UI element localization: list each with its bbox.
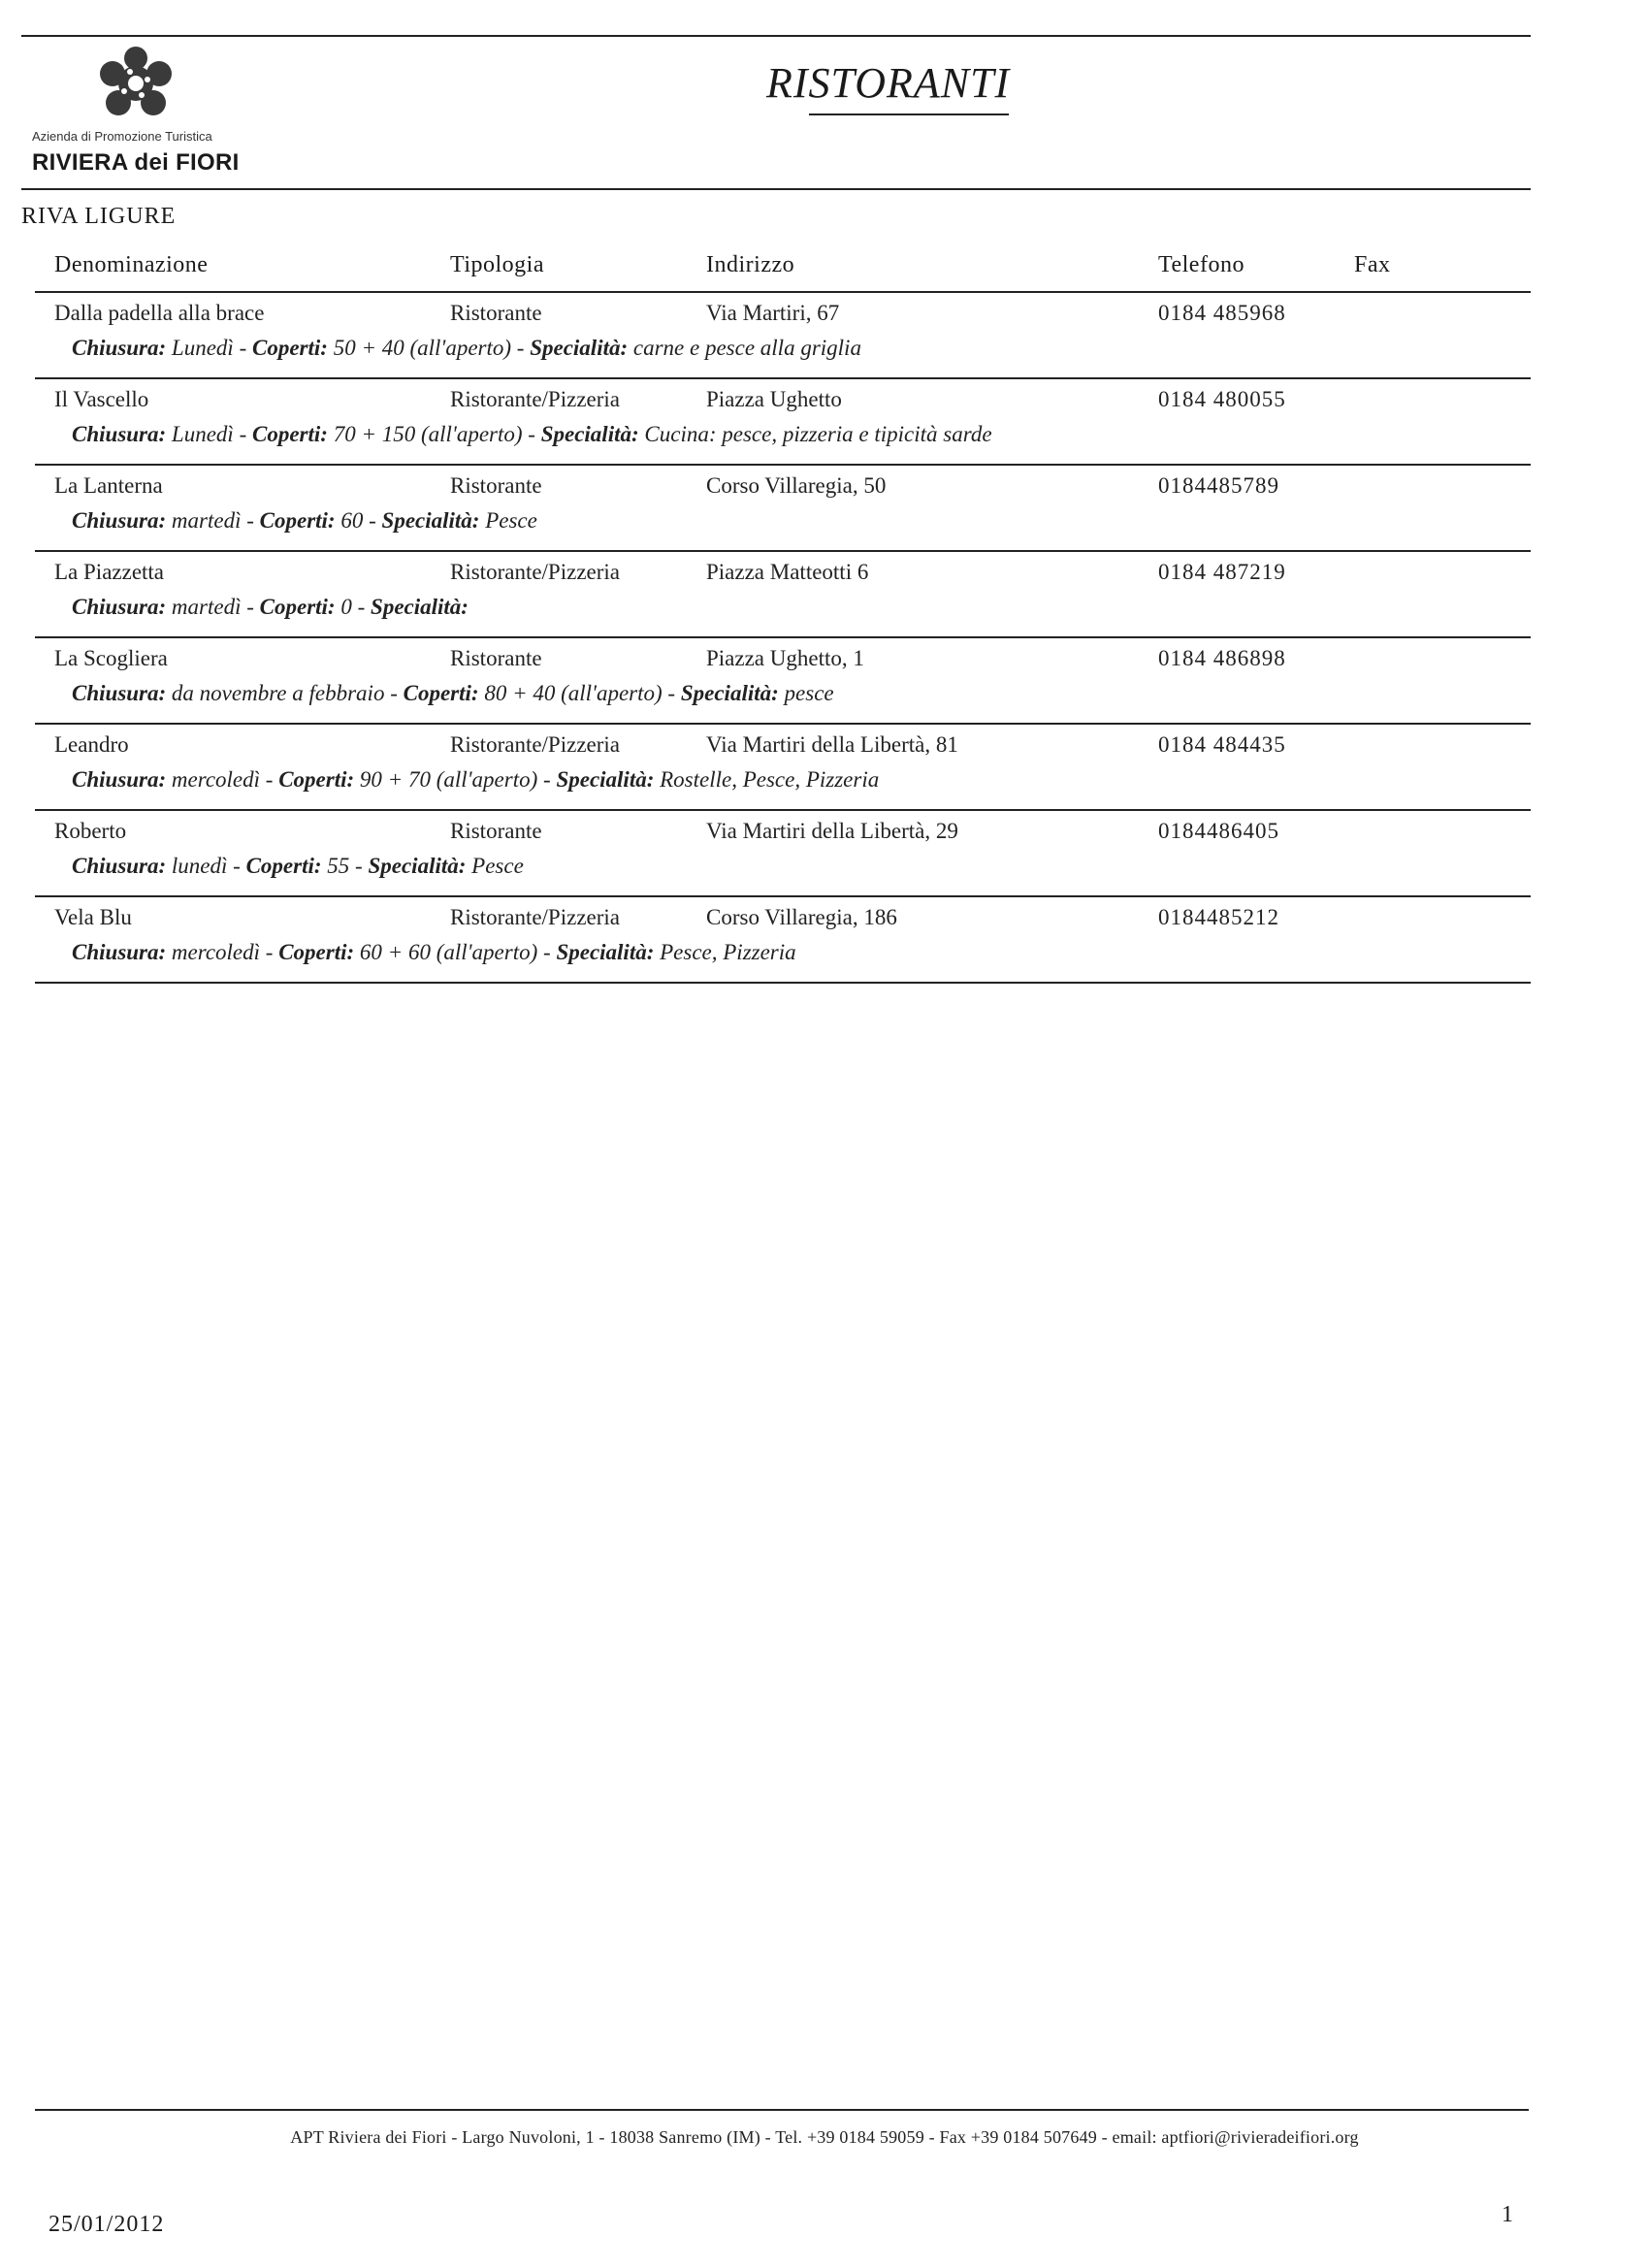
covers-value: 60 + 60 (all'aperto) (359, 940, 538, 964)
restaurant-phone: 0184 480055 (1158, 387, 1286, 411)
restaurant-address: Corso Villaregia, 50 (706, 473, 887, 498)
table-header (35, 250, 1531, 293)
restaurant-address: Piazza Ughetto, 1 (706, 646, 864, 670)
column-header-fax: Fax (1354, 252, 1391, 277)
org-subtitle: Azienda di Promozione Turistica (32, 129, 212, 144)
restaurant-name: La Scogliera (54, 646, 168, 670)
table-row (35, 379, 1531, 466)
specialty-label: Specialità: (556, 767, 655, 792)
restaurant-phone: 0184 486898 (1158, 646, 1286, 670)
closing-value: da novembre a febbraio (171, 681, 385, 705)
specialty-label: Specialità: (381, 508, 480, 533)
restaurant-details: Chiusura: lunedì - Coperti: 55 - Specialità: Pesce (72, 854, 524, 878)
restaurant-type: Ristorante (450, 473, 542, 498)
specialty-value: Pesce (471, 854, 524, 878)
closing-value: martedì (171, 595, 242, 619)
location-heading: RIVA LIGURE (21, 204, 177, 229)
covers-value: 50 + 40 (all'aperto) (333, 336, 512, 360)
table-row (35, 293, 1531, 379)
restaurant-phone: 0184 484435 (1158, 732, 1286, 757)
covers-label: Coperti: (278, 940, 355, 964)
restaurant-name: La Lanterna (54, 473, 163, 498)
restaurant-type: Ristorante/Pizzeria (450, 732, 620, 757)
covers-value: 60 (340, 508, 364, 533)
specialty-value: Cucina: pesce, pizzeria e tipicità sarde (644, 422, 992, 446)
table-row (35, 897, 1531, 984)
closing-value: martedì (171, 508, 242, 533)
restaurant-type: Ristorante (450, 819, 542, 843)
covers-label: Coperti: (259, 508, 336, 533)
restaurant-type: Ristorante/Pizzeria (450, 387, 620, 411)
restaurant-details: Chiusura: mercoledì - Coperti: 60 + 60 (all'aperto) - Specialità: Pesce, Pizzeria (72, 940, 796, 964)
closing-label: Chiusura: (72, 595, 167, 619)
closing-label: Chiusura: (72, 336, 167, 360)
closing-label: Chiusura: (72, 422, 167, 446)
specialty-value: Rostelle, Pesce, Pizzeria (660, 767, 880, 792)
column-header-address: Indirizzo (706, 252, 795, 277)
footer-rule (35, 2109, 1529, 2111)
restaurant-details: Chiusura: mercoledì - Coperti: 90 + 70 (all'aperto) - Specialità: Rostelle, Pesce, Pizzeria (72, 767, 880, 792)
restaurant-table (35, 250, 1531, 984)
closing-value: mercoledì (171, 767, 261, 792)
restaurant-address: Via Martiri, 67 (706, 301, 840, 325)
specialty-value: Pesce (485, 508, 537, 533)
covers-label: Coperti: (251, 422, 328, 446)
closing-label: Chiusura: (72, 854, 167, 878)
title-underline (809, 113, 1009, 115)
closing-label: Chiusura: (72, 681, 167, 705)
specialty-value: Pesce, Pizzeria (660, 940, 796, 964)
restaurant-address: Via Martiri della Libertà, 29 (706, 819, 958, 843)
restaurant-details: Chiusura: da novembre a febbraio - Coperti: 80 + 40 (all'aperto) - Specialità: pesce (72, 681, 834, 705)
restaurant-type: Ristorante (450, 301, 542, 325)
restaurant-address: Piazza Matteotti 6 (706, 560, 869, 584)
restaurant-name: La Piazzetta (54, 560, 165, 584)
closing-value: Lunedì (171, 336, 234, 360)
flower-logo-icon (97, 45, 175, 124)
specialty-label: Specialità: (371, 595, 469, 619)
footer-contact: APT Riviera dei Fiori - Largo Nuvoloni, 1 - 18038 Sanremo (IM) - Tel. +39 0184 59059 - Fax +39 0184 507649 - email: aptfiori@rivieradeifiori.org (290, 2127, 1359, 2147)
page-number: 1 (1502, 2202, 1513, 2227)
specialty-label: Specialità: (680, 681, 779, 705)
specialty-label: Specialità: (530, 336, 629, 360)
covers-value: 0 (340, 595, 352, 619)
top-rule (21, 35, 1531, 37)
specialty-label: Specialità: (556, 940, 655, 964)
restaurant-phone: 0184 487219 (1158, 560, 1286, 584)
closing-label: Chiusura: (72, 767, 167, 792)
specialty-value: pesce (784, 681, 834, 705)
specialty-value: carne e pesce alla griglia (632, 336, 861, 360)
covers-label: Coperti: (259, 595, 336, 619)
covers-label: Coperti: (278, 767, 355, 792)
specialty-label: Specialità: (368, 854, 467, 878)
table-row (35, 811, 1531, 897)
restaurant-name: Dalla padella alla brace (54, 301, 265, 325)
column-header-type: Tipologia (450, 252, 544, 277)
restaurant-phone: 0184485789 (1158, 473, 1279, 498)
covers-label: Coperti: (403, 681, 479, 705)
restaurant-details: Chiusura: martedì - Coperti: 0 - Specialità: (72, 595, 469, 619)
restaurant-name: Leandro (54, 732, 129, 757)
covers-label: Coperti: (251, 336, 328, 360)
org-name: RIVIERA dei FIORI (32, 149, 240, 176)
covers-value: 80 + 40 (all'aperto) (484, 681, 663, 705)
table-row (35, 638, 1531, 725)
table-row (35, 725, 1531, 811)
table-row (35, 552, 1531, 638)
header-rule (21, 188, 1531, 190)
restaurant-phone: 0184486405 (1158, 819, 1279, 843)
closing-label: Chiusura: (72, 508, 167, 533)
specialty-label: Specialità: (540, 422, 639, 446)
print-date: 25/01/2012 (48, 2212, 165, 2237)
closing-value: lunedì (171, 854, 228, 878)
restaurant-details: Chiusura: Lunedì - Coperti: 70 + 150 (all'aperto) - Specialità: Cucina: pesce, pizzeria e tipicità sarde (72, 422, 992, 446)
restaurant-address: Via Martiri della Libertà, 81 (706, 732, 958, 757)
restaurant-phone: 0184 485968 (1158, 301, 1286, 325)
restaurant-type: Ristorante (450, 646, 542, 670)
covers-value: 70 + 150 (all'aperto) (333, 422, 523, 446)
restaurant-details: Chiusura: Lunedì - Coperti: 50 + 40 (all'aperto) - Specialità: carne e pesce alla griglia (72, 336, 861, 360)
column-header-name: Denominazione (54, 252, 209, 277)
table-row (35, 466, 1531, 552)
restaurant-type: Ristorante/Pizzeria (450, 905, 620, 929)
covers-value: 90 + 70 (all'aperto) (359, 767, 538, 792)
restaurant-address: Corso Villaregia, 186 (706, 905, 897, 929)
restaurant-address: Piazza Ughetto (706, 387, 842, 411)
closing-value: Lunedì (171, 422, 234, 446)
column-header-phone: Telefono (1158, 252, 1245, 277)
page-title: RISTORANTI (766, 59, 1011, 107)
closing-label: Chiusura: (72, 940, 167, 964)
covers-label: Coperti: (245, 854, 322, 878)
closing-value: mercoledì (171, 940, 261, 964)
restaurant-type: Ristorante/Pizzeria (450, 560, 620, 584)
restaurant-name: Vela Blu (54, 905, 132, 929)
restaurant-name: Il Vascello (54, 387, 149, 411)
restaurant-name: Roberto (54, 819, 127, 843)
restaurant-phone: 0184485212 (1158, 905, 1279, 929)
covers-value: 55 (327, 854, 350, 878)
restaurant-details: Chiusura: martedì - Coperti: 60 - Specialità: Pesce (72, 508, 537, 533)
